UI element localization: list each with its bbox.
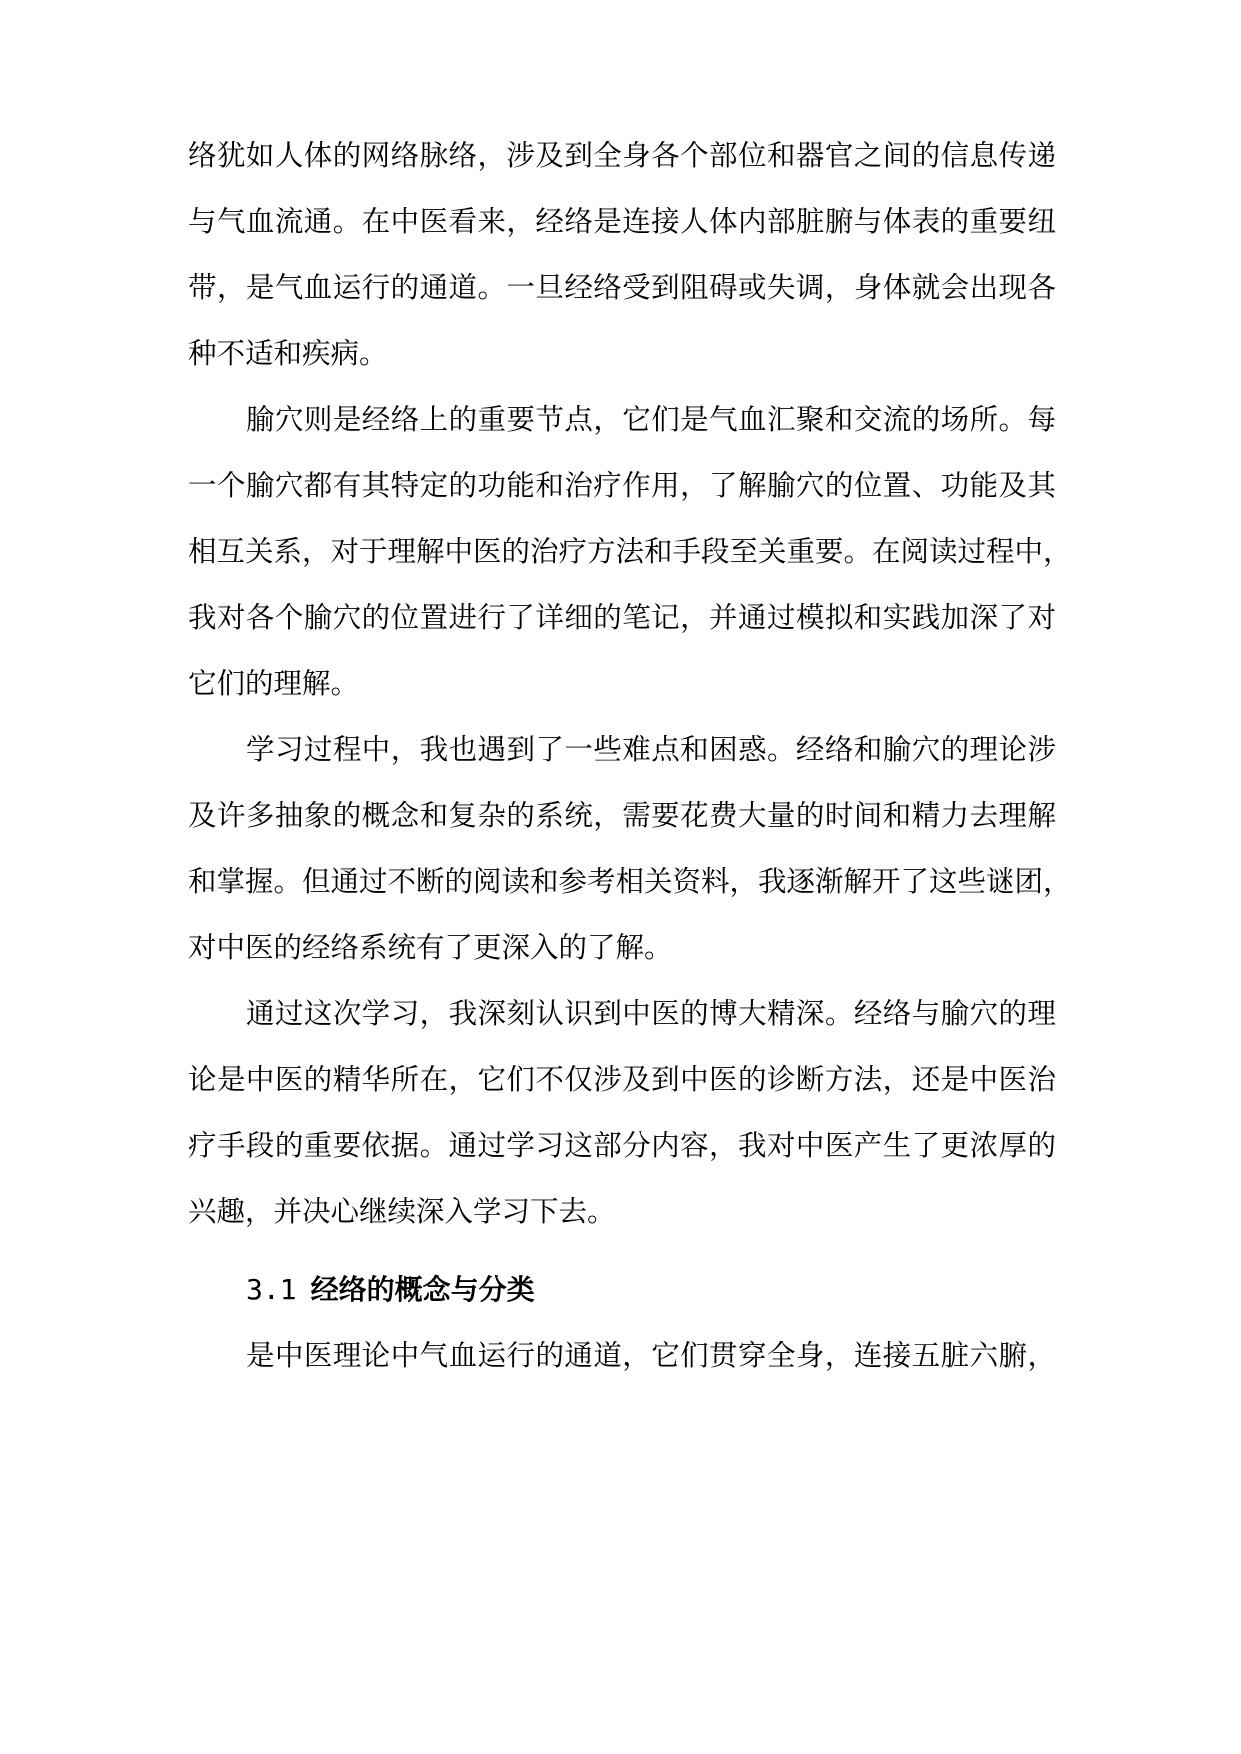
paragraph-line: 通过这次学习，我深刻认识到中医的博大精深。经络与腧穴的理 <box>246 997 1056 1030</box>
paragraph-line: 它们的理解。 <box>188 667 360 700</box>
paragraph-line: 学习过程中，我也遇到了一些难点和困惑。经络和腧穴的理论涉 <box>246 733 1056 766</box>
section-number: 3.1 <box>246 1273 297 1306</box>
paragraph-line: 与气血流通。在中医看来，经络是连接人体内部脏腑与体表的重要纽 <box>188 205 1056 238</box>
paragraph-line: 我对各个腧穴的位置进行了详细的笔记，并通过模拟和实践加深了对 <box>188 601 1056 634</box>
section-title: 经络的概念与分类 <box>310 1273 535 1306</box>
paragraph-line: 腧穴则是经络上的重要节点，它们是气血汇聚和交流的场所。每 <box>246 403 1056 436</box>
paragraph-line: 对中医的经络系统有了更深入的了解。 <box>188 931 673 964</box>
paragraph-line: 一个腧穴都有其特定的功能和治疗作用，了解腧穴的位置、功能及其 <box>188 469 1056 502</box>
paragraph-line: 络犹如人体的网络脉络，涉及到全身各个部位和器官之间的信息传递 <box>188 139 1056 172</box>
paragraph-line: 和掌握。但通过不断的阅读和参考相关资料，我逐渐解开了这些谜团， <box>188 865 1072 898</box>
paragraph-line: 相互关系，对于理解中医的治疗方法和手段至关重要。在阅读过程中， <box>188 535 1072 568</box>
paragraph-line: 兴趣，并决心继续深入学习下去。 <box>188 1195 616 1228</box>
section-heading <box>246 1270 535 1310</box>
paragraph-line: 及许多抽象的概念和复杂的系统，需要花费大量的时间和精力去理解 <box>188 799 1056 832</box>
paragraph-line: 是中医理论中气血运行的通道，它们贯穿全身，连接五脏六腑， <box>246 1339 1056 1372</box>
paragraph-line: 带，是气血运行的通道。一旦经络受到阻碍或失调，身体就会出现各 <box>188 271 1056 304</box>
paragraph-line: 种不适和疾病。 <box>188 337 388 370</box>
paragraph-line: 疗手段的重要依据。通过学习这部分内容，我对中医产生了更浓厚的 <box>188 1129 1056 1162</box>
paragraph-line: 论是中医的精华所在，它们不仅涉及到中医的诊断方法，还是中医治 <box>188 1063 1056 1096</box>
